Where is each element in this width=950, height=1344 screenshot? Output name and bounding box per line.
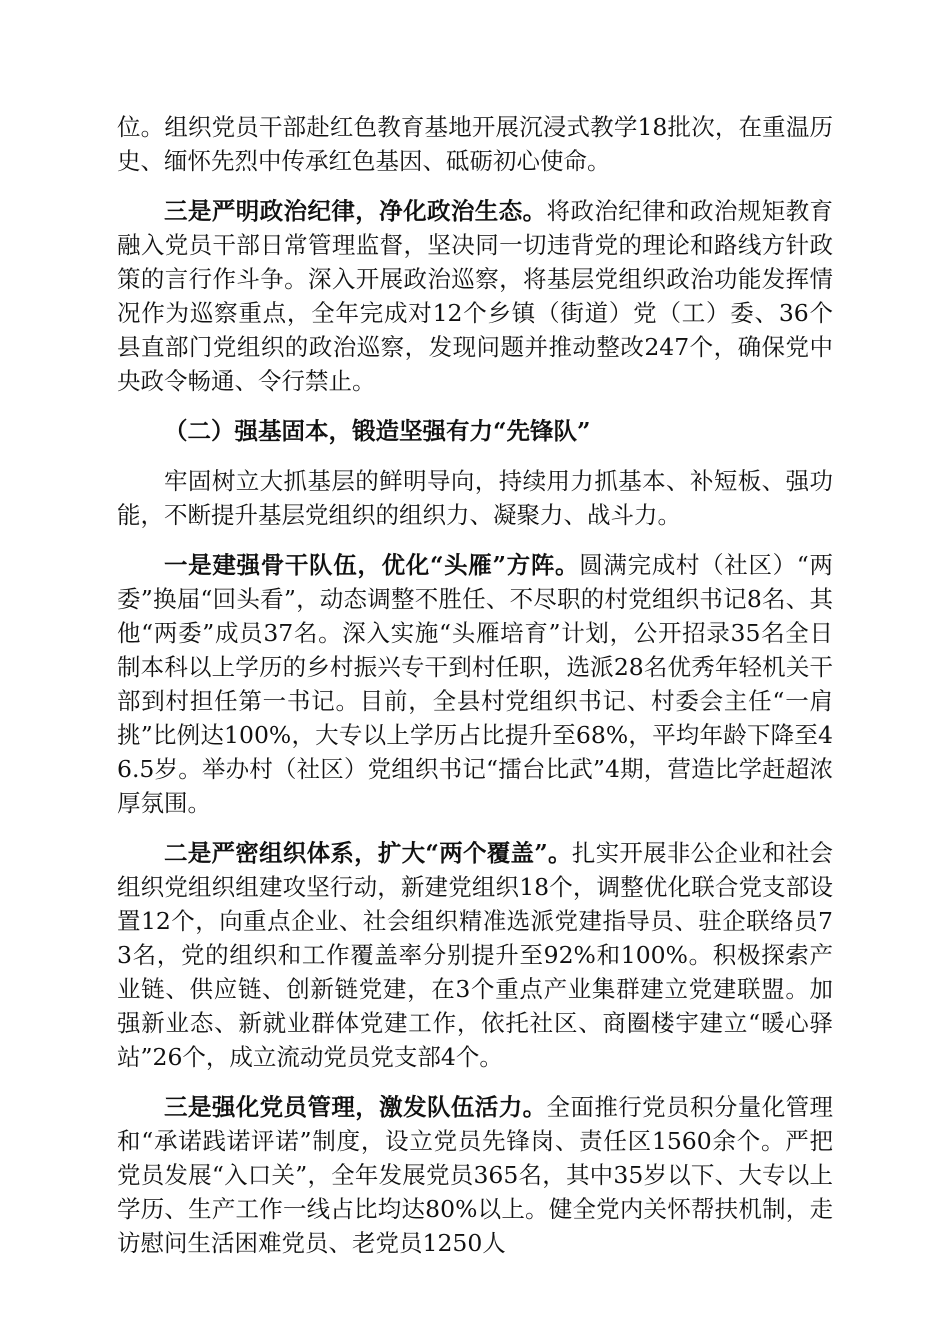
paragraph-text: 扎实开展非公企业和社会组织党组织组建攻坚行动，新建党组织18个，调整优化联合党支部设置12个，向重点企业、社会组织精准选派党建指导员、驻企联络员73名，党的组织和工作覆盖率分别提升至92%和100%。积极探索产业链、供应链、创新链党建，在3个重点产业集群建立党建联盟。加强新业态、新就业群体党建工作，依托社区、商圈楼宇建立“暖心驿站”26个，成立流动党员党支部4个。 [117, 839, 833, 1071]
paragraph-organization-system [117, 836, 833, 1074]
document-page [117, 110, 833, 1260]
paragraph-text: 牢固树立大抓基层的鲜明导向，持续用力抓基本、补短板、强功能，不断提升基层党组织的组织力、凝聚力、战斗力。 [117, 467, 833, 529]
paragraph-political-discipline [117, 194, 833, 398]
paragraph-member-management [117, 1090, 833, 1260]
paragraph-lead: 三是强化党员管理，激发队伍活力。 [164, 1093, 547, 1121]
paragraph-intro [117, 464, 833, 532]
paragraph-text: 圆满完成村（社区）“两委”换届“回头看”，动态调整不胜任、不尽职的村党组织书记8名、其他“两委”成员37名。深入实施“头雁培育”计划，公开招录35名全日制本科以上学历的乡村振兴专干到村任职，选派28名优秀年轻机关干部到村担任第一书记。目前，全县村党组织书记、村委会主任“一肩挑”比例达100%，大专以上学历占比提升至68%，平均年龄下降至46.5岁。举办村（社区）党组织书记“擂台比武”4期，营造比学赶超浓厚氛围。 [117, 551, 833, 817]
paragraph-lead: 三是严明政治纪律，净化政治生态。 [164, 197, 547, 225]
paragraph-text: 全面推行党员积分量化管理和“承诺践诺评诺”制度，设立党员先锋岗、责任区1560余个。严把党员发展“入口关”，全年发展党员365名，其中35岁以下、大专以上学历、生产工作一线占比均达80%以上。健全党内关怀帮扶机制，走访慰问生活困难党员、老党员1250人 [117, 1093, 834, 1257]
paragraph-text: 位。组织党员干部赴红色教育基地开展沉浸式教学18批次，在重温历史、缅怀先烈中传承红色基因、砥砺初心使命。 [117, 113, 833, 175]
paragraph-continuation [117, 110, 833, 178]
paragraph-lead: 二是严密组织体系，扩大“两个覆盖”。 [164, 839, 572, 867]
paragraph-lead: 一是建强骨干队伍，优化“头雁”方阵。 [164, 551, 580, 579]
section-heading [117, 414, 833, 448]
paragraph-backbone-team [117, 548, 833, 820]
section-heading-text: （二）强基固本，锻造坚强有力“先锋队” [164, 417, 591, 445]
paragraph-text: 将政治纪律和政治规矩教育融入党员干部日常管理监督，坚决同一切违背党的理论和路线方针政策的言行作斗争。深入开展政治巡察，将基层党组织政治功能发挥情况作为巡察重点，全年完成对12个乡镇（街道）党（工）委、36个县直部门党组织的政治巡察，发现问题并推动整改247个，确保党中央政令畅通、令行禁止。 [117, 197, 834, 395]
